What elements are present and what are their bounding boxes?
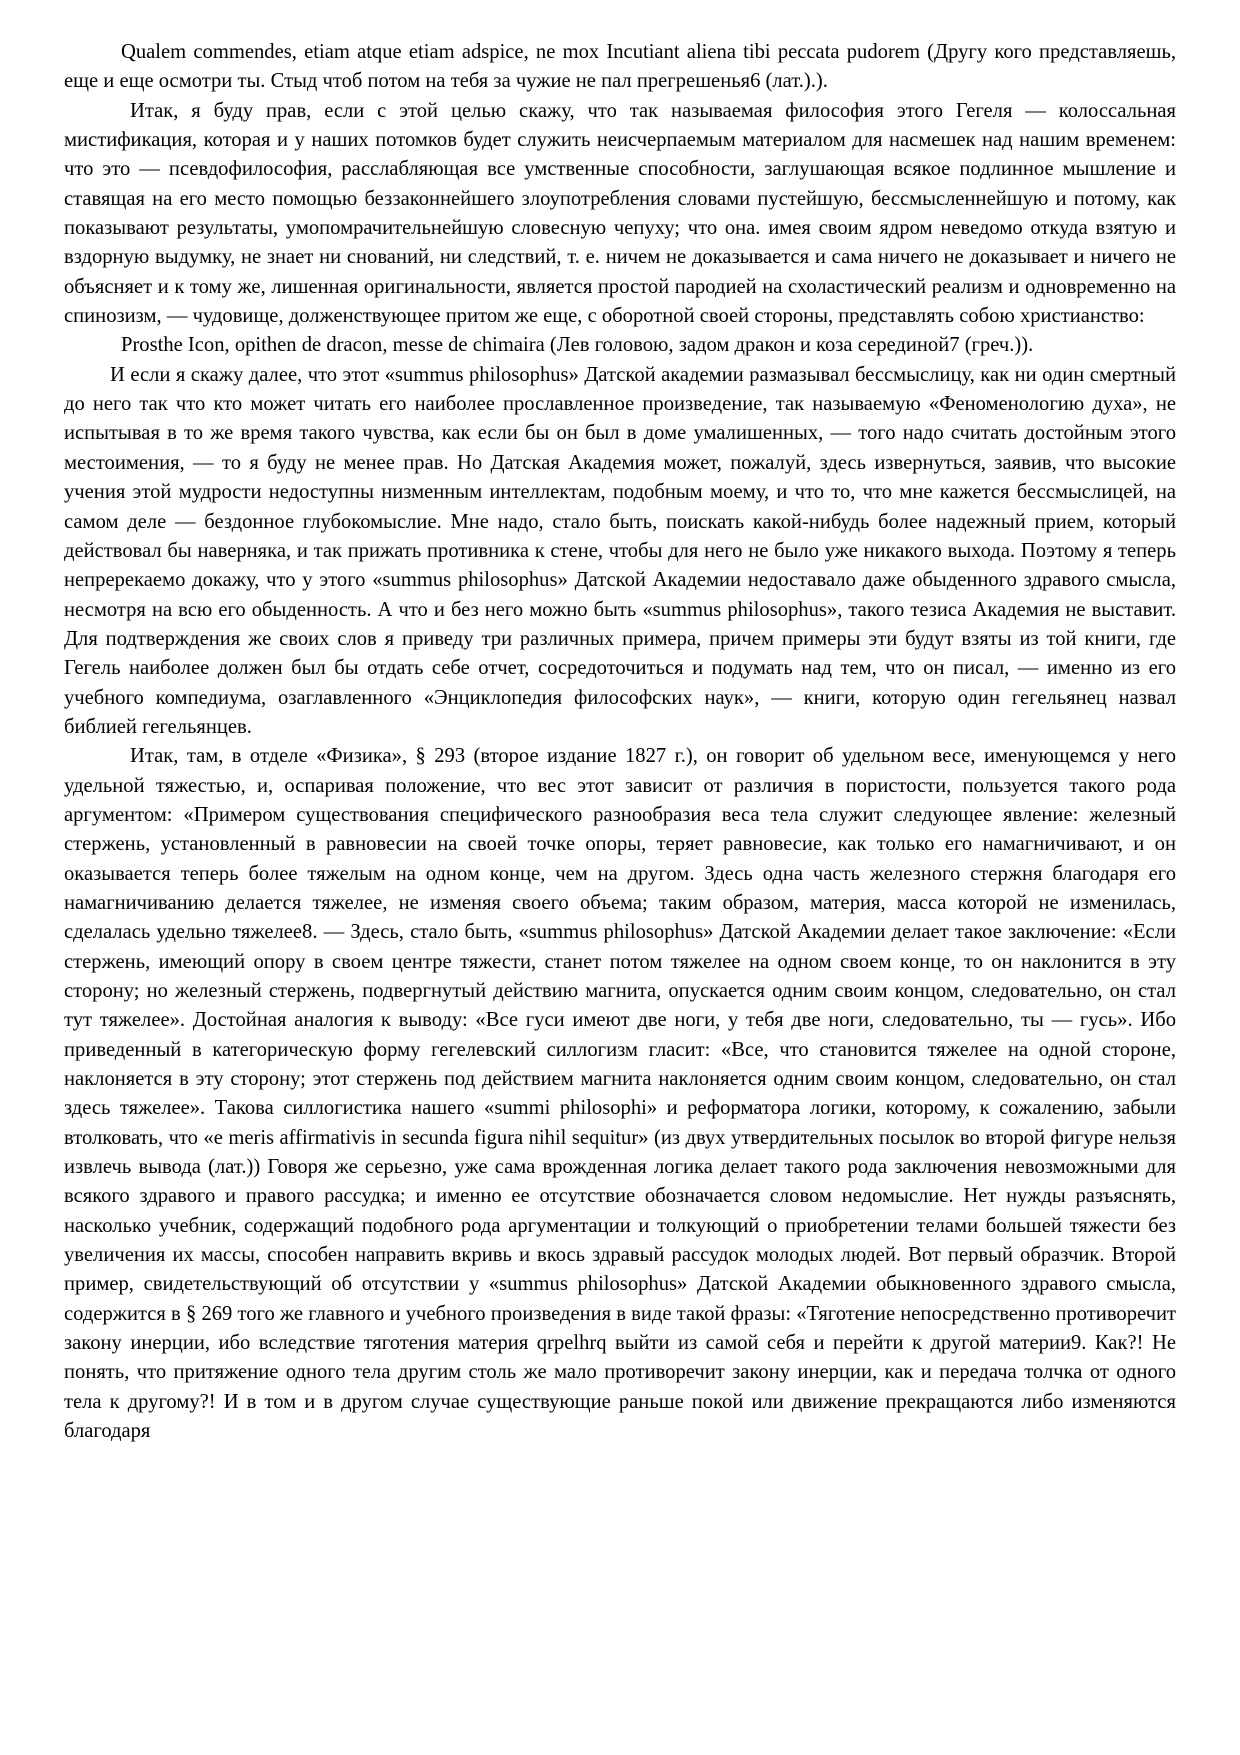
paragraph-greek-quote: Prosthe Icon, opithen de dracon, messe de chimaira (Лев головою, задом дракон и коза серединой7 (греч.)). <box>121 334 1034 357</box>
paragraph-hegel-mystification: Итак, я буду прав, если с этой целью скажу, что так называемая философия этого Гегеля — колоссальная мистификация, которая и у наших потомков будет служить неисчерпаемым материалом для насмешек над нашим временем: что это — псевдофилософия, расслабляющая все умственные способности, заглушающая всякое подлинное мышление и ставящая на его место помощью беззаконнейшего злоупотребления словами пустейшую, бессмысленнейшую и потому, как показывают результаты, умопомрачительнейшую словесную чепуху; что она. имея своим ядром неведомо откуда взятую и вздорную выдумку, не знает ни снований, ни следствий, т. е. ничем не доказывается и сама ничего не доказывает и ничего не объясняет и к тому же, лишенная оригинальности, является простой пародией на схоластический реализм и одновременно на спинозизм, — чудовище, долженствующее притом же еще, с оборотной своей стороны, представлять собою христианство: <box>64 99 1176 328</box>
paragraph-latin-epigraph: Qualem commendes, etiam atque etiam adspice, ne mox Incutiant aliena tibi peccata pudorem (Другу кого представляешь, еще и еще осмотри ты. Стыд чтоб потом на тебя за чужие не пал прегрешенья6 (лат.).). <box>64 41 1176 93</box>
paragraph-physics-example: Итак, там, в отделе «Физика», § 293 (второе издание 1827 г.), он говорит об удельном весе, именующемся у него удельной тяжестью, и, оспаривая положение, что вес этот зависит от различия в пористости, пользуется такого рода аргументом: «Примером существования специфического разнообразия веса тела служит следующее явление: железный стержень, установленный в равновесии на своей точке опоры, теряет равновесие, как только его намагничивают, и он оказывается теперь более тяжелым на одном конце, чем на другом. Здесь одна часть железного стержня благодаря его намагничиванию делается тяжелее, не изменяя своего объема; таким образом, материя, масса которой не изменилась, сделалась удельно тяжелее8. — Здесь, стало быть, «summus philosophus» Датской Академии делает такое заключение: «Если стержень, имеющий опору в своем центре тяжести, станет потом тяжелее на одном своем конце, то он наклонится в эту сторону; но железный стержень, подвергнутый действию магнита, опускается одним своим концом, следовательно, он стал тут тяжелее». Достойная аналогия к выводу: «Все гуси имеют две ноги, у тебя две ноги, следовательно, ты — гусь». Ибо приведенный в категорическую форму гегелевский силлогизм гласит: «Все, что становится тяжелее на одной стороне, наклоняется в эту сторону; этот стержень под действием магнита наклоняется одним своим концом, следовательно, он стал здесь тяжелее». Такова силлогистика нашего «summi philosophi» и реформатора логики, которому, к сожалению, забыли втолковать, что «е meris affirmativis in secunda figura nihil sequitur» (из двух утвердительных посылок во второй фигуре нельзя извлечь вывода (лат.)) Говоря же серьезно, уже сама врожденная логика делает такого рода заключения невозможными для всякого здравого и правого рассудка; и именно ее отсутствие обозначается словом недомыслие. Нет нужды разъяснять, насколько учебник, содержащий подобного рода аргументации и толкующий о приобретении телами большей тяжести без увеличения их массы, способен направить вкривь и вкось здравый рассудок молодых людей. Вот первый образчик. Второй пример, свидетельствующий об отсутствии у «summus philosophus» Датской Академии обыкновенного здравого смысла, содержится в § 269 того же главного и учебного произведения в виде такой фразы: «Тяготение непосредственно противоречит закону инерции, ибо вследствие тяготения материя qrpelhrq выйти из самой себя и перейти к другой материи9. Как?! Не понять, что притяжение одного тела другим столь же мало противоречит закону инерции, как и передача толчка от одного тела к другому?! И в том и в другом случае существующие раньше покой или движение прекращаются либо изменяются благодаря <box>64 745 1176 1443</box>
paragraph-summus-philosophus: И если я скажу далее, что этот «summus philosophus» Датской академии размазывал бессмыслицу, как ни один смертный до него так что кто может читать его наиболее прославленное произведение, так называемую «Феноменологию духа», не испытывая в то же время такого чувства, как если бы он был в доме умалишенных, — того надо считать достойным этого местоимения, — то я буду не менее прав. Но Датская Академия может, пожалуй, здесь извернуться, заявив, что высокие учения этой мудрости недоступны низменным интеллектам, подобным моему, и что то, что мне кажется бессмыслицей, на самом деле — бездонное глубокомыслие. Мне надо, стало быть, поискать какой-нибудь более надежный прием, который действовал бы наверняка, и так прижать противника к стене, чтобы для него не было уже никакого выхода. Поэтому я теперь непререкаемо докажу, что у этого «summus philosophus» Датской Академии недоставало даже обыденного здравого смысла, несмотря на всю его обыденность. А что и без него можно быть «summus philosophus», такого тезиса Академия не выставит. Для подтверждения же своих слов я приведу три различных примера, причем примеры эти будут взяты из той книги, где Гегель наиболее должен был бы отдать себе отчет, сосредоточиться и подумать над тем, что он писал, — именно из его учебного компедиума, озаглавленного «Энциклопедия философских наук», — книги, которую один гегельянец назвал библией гегельянцев. <box>64 363 1176 738</box>
document-body <box>64 38 1176 1447</box>
